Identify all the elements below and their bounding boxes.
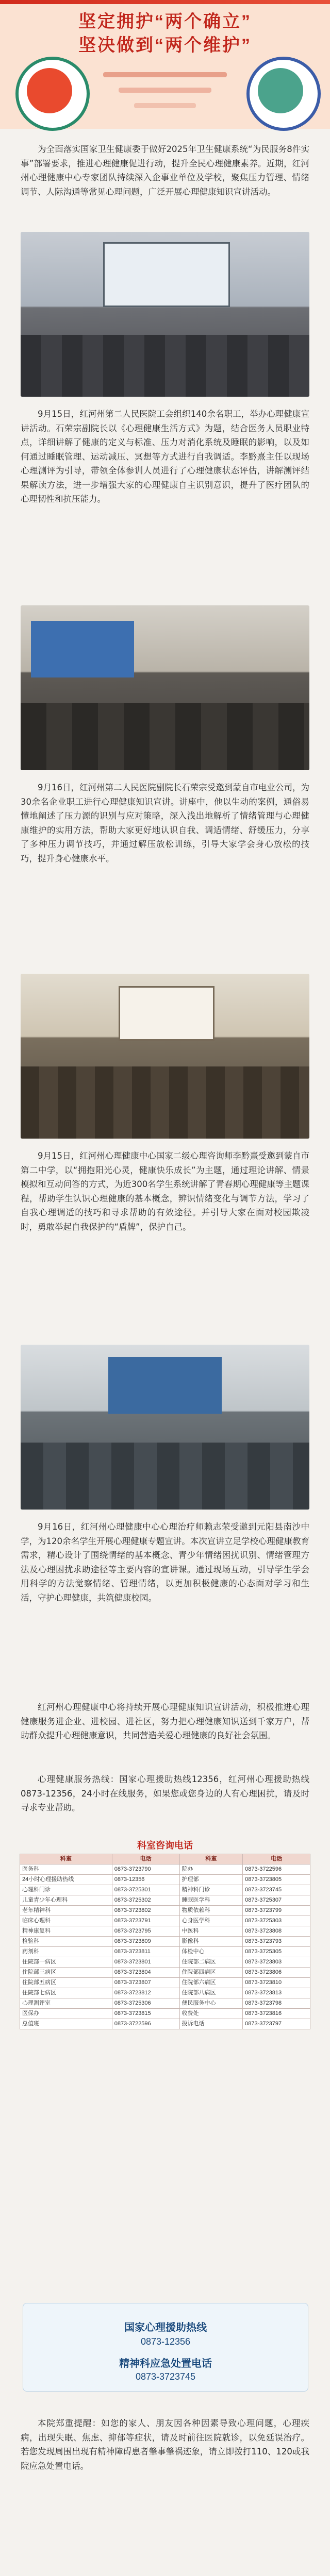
department-name-cell: 医务科 — [20, 1865, 112, 1875]
table-row — [20, 1875, 310, 1885]
article-paragraph-7: 心理健康服务热线：国家心理援助热线12356，红河州心理援助热线0873-12356，24小时在线服务，如果您或您身边的人有心理困扰，请及时寻求专业帮助。 — [21, 1774, 309, 1812]
department-name-cell: 检验科 — [20, 1937, 112, 1947]
phone-cell[interactable]: 0873-3723811 — [112, 1947, 179, 1957]
article-paragraph-3: 9月16日，红河州第二人民医院副院长石荣宗受邀到蒙自市电业公司，为30余名企业职工进行心理健康知识宣讲。讲座中，他以生动的案例，通俗易懂地阐述了压力源的识别与应对策略，深入浅出地解析了情绪管理与心理健康维护的实用方法，帮助大家更好地认识自我、调适情绪、舒缓压力，分享了多种压力调节技巧，并通过解压放松训练，引导大家学会身心放松的技巧，提升身心健康水平。 — [21, 783, 309, 863]
table-row — [20, 1906, 310, 1916]
department-name-cell: 睡眠医学科 — [179, 1895, 243, 1906]
department-name-cell: 影像科 — [179, 1937, 243, 1947]
table-header-cell: 电话 — [112, 1854, 179, 1865]
department-name-cell: 医保办 — [20, 2009, 112, 2019]
table-row — [20, 1968, 310, 1978]
phone-cell[interactable]: 0873-3723802 — [112, 1906, 179, 1916]
department-name-cell: 24小时心理援助热线 — [20, 1875, 112, 1885]
photo-power-company-lecture — [21, 605, 309, 770]
department-name-cell: 老年精神科 — [20, 1906, 112, 1916]
table-header-cell: 电话 — [243, 1854, 310, 1865]
banner-title-2: 坚决做到“两个维护” — [78, 36, 252, 55]
phone-cell[interactable]: 0873-3723799 — [243, 1906, 310, 1916]
phone-cell[interactable]: 0873-3723805 — [243, 1875, 310, 1885]
table-row — [20, 1957, 310, 1968]
table-row — [20, 1978, 310, 1988]
phone-cell[interactable]: 0873-3723809 — [112, 1937, 179, 1947]
department-name-cell: 住院部二病区 — [179, 1957, 243, 1968]
phone-cell[interactable]: 0873-3723745 — [243, 1885, 310, 1895]
article-paragraph-5: 9月16日，红河州心理健康中心心理治疗师赖志荣受邀到元阳县南沙中学，为120余名学生开展心理健康专题宣讲。本次宣讲立足学校心理健康教育需求，精心设计了围绕情绪的基本概念、青少年情绪困扰识别、情绪管理方法及心理困扰求助途径等主要内容的宣讲课。通过现场互动，引导学生学会用科学的方法觉察情绪、管理情绪，以更加积极健康的心态面对学习和生活，守护心理健康，共筑健康校园。 — [21, 1522, 309, 1603]
phone-cell[interactable]: 0873-3723801 — [112, 1957, 179, 1968]
phone-cell[interactable]: 0873-3723797 — [243, 2019, 310, 2029]
hospital-logo-right — [246, 57, 321, 131]
table-row — [20, 1926, 310, 1937]
phone-cell[interactable]: 0873-3723803 — [243, 1957, 310, 1968]
phone-cell[interactable]: 0873-3723804 — [112, 1968, 179, 1978]
department-name-cell: 中医科 — [179, 1926, 243, 1937]
phone-cell[interactable]: 0873-3723816 — [243, 2009, 310, 2019]
phone-cell[interactable]: 0873-3723793 — [243, 1937, 310, 1947]
table-row — [20, 1865, 310, 1875]
hotline-national-label: 国家心理援助热线 — [124, 2322, 207, 2333]
photo-nansha-school-lecture — [21, 1345, 309, 1510]
department-name-cell: 精神科门诊 — [179, 1885, 243, 1895]
phone-cell[interactable]: 0873-3725305 — [243, 1947, 310, 1957]
phone-cell[interactable]: 0873-3723806 — [243, 1968, 310, 1978]
department-name-cell: 物质依赖科 — [179, 1906, 243, 1916]
department-name-cell: 收费处 — [179, 2009, 243, 2019]
phone-cell[interactable]: 0873-3723813 — [243, 1988, 310, 1998]
banner-title-1: 坚定拥护“两个确立” — [78, 12, 252, 31]
header-banner — [0, 0, 330, 129]
banner-decoration — [93, 62, 237, 118]
department-name-cell: 便民服务中心 — [179, 1998, 243, 2009]
department-name-cell: 住院部五病区 — [20, 1978, 112, 1988]
phone-cell[interactable]: 0873-3723791 — [112, 1916, 179, 1926]
table-row — [20, 1988, 310, 1998]
table-row — [20, 2009, 310, 2019]
table-header-cell: 科室 — [20, 1854, 112, 1865]
phone-cell[interactable]: 0873-3725302 — [112, 1895, 179, 1906]
phone-cell[interactable]: 0873-3725307 — [243, 1895, 310, 1906]
hotline-card — [23, 2303, 308, 2392]
table-header-cell: 科室 — [179, 1854, 243, 1865]
article-paragraph-4: 9月15日，红河州心理健康中心国家二级心理咨询师李黔熹受邀到蒙自市第二中学，以“拥抱阳光心灵，健康快乐成长”为主题，通过理论讲解、情景模拟和互动问答的方式，为近300名学生系统讲解了青春期心理健康等主题课程，帮助学生认识心理健康的基本概念，辨识情绪变化与调节方法，学习了自我心理调适的技巧和寻求帮助的有效途径。并引导大家在面对校园欺凌时，勇敢举起自我保护的“盾牌”，保护自己。 — [21, 1151, 309, 1232]
table-row — [20, 1998, 310, 2009]
contact-table-title: 科室咨询电话 — [137, 1840, 193, 1851]
phone-cell[interactable]: 0873-3725306 — [112, 1998, 179, 2009]
hotline-emergency-number[interactable]: 0873-3723745 — [135, 2371, 196, 2382]
phone-cell[interactable]: 0873-3723790 — [112, 1865, 179, 1875]
department-name-cell: 药剂科 — [20, 1947, 112, 1957]
department-name-cell: 住院部八病区 — [179, 1988, 243, 1998]
table-header-row — [20, 1854, 310, 1865]
table-row — [20, 1916, 310, 1926]
photo-hospital-lecture — [21, 232, 309, 397]
phone-cell[interactable]: 0873-3722596 — [112, 2019, 179, 2029]
table-row — [20, 1895, 310, 1906]
phone-cell[interactable]: 0873-3722596 — [243, 1865, 310, 1875]
department-name-cell: 投诉电话 — [179, 2019, 243, 2029]
department-name-cell: 心理科门诊 — [20, 1885, 112, 1895]
article-paragraph-6: 红河州心理健康中心将持续开展心理健康知识宣讲活动，积极推进心理健康服务进企业、进校园、进社区，努力把心理健康知识送到千家万户，帮助群众提升心理健康意识，共同营造关爱心理健康的良好社会氛围。 — [21, 1702, 309, 1740]
department-name-cell: 住院部四病区 — [179, 1968, 243, 1978]
hotline-emergency-label: 精神科应急处置电话 — [119, 2358, 212, 2369]
phone-cell[interactable]: 0873-3723807 — [112, 1978, 179, 1988]
department-name-cell: 心身医学科 — [179, 1916, 243, 1926]
hotline-national-number[interactable]: 0873-12356 — [140, 2336, 191, 2347]
phone-cell[interactable]: 0873-12356 — [112, 1875, 179, 1885]
department-name-cell: 住院部三病区 — [20, 1968, 112, 1978]
article-paragraph-2: 9月15日，红河州第二人民医院工会组织140余名职工，举办心理健康宣讲活动。石荣宗副院长以《心理健康生活方式》为题，结合医务人员职业特点，详细讲解了健康的定义与标准、压力对消化系统及睡眠的影响，以及如何通过睡眠管理、运动减压、冥想等方式进行自我调适。李黔熹主任以现场心理测评为引导，带领全体参训人员进行了心理健康状态评估，讲解测评结果解读方法，进一步增强大家的心理健康自主识别意识，提升了医疗团队的心理韧性和抗压能力。 — [21, 409, 309, 504]
department-name-cell: 护理部 — [179, 1875, 243, 1885]
department-name-cell: 体检中心 — [179, 1947, 243, 1957]
department-name-cell: 住院部六病区 — [179, 1978, 243, 1988]
table-row — [20, 1937, 310, 1947]
table-row — [20, 1885, 310, 1895]
hospital-logo-left — [15, 57, 90, 131]
table-row — [20, 1947, 310, 1957]
phone-cell[interactable]: 0873-3723808 — [243, 1926, 310, 1937]
department-name-cell: 住院部一病区 — [20, 1957, 112, 1968]
contact-table — [20, 1854, 310, 2029]
department-name-cell: 院办 — [179, 1865, 243, 1875]
notice-paragraph: 本院郑重提醒：如您的家人、朋友因各种因素导致心理问题，心理疾病，出现失眠、焦虑、抑郁等症状，请及时前往医院就诊，以免延误治疗。若您发现周围出现有精神障碍患者肇事肇祸迹象，请立即拨打110、120或我院应急处置电话。 — [21, 2418, 309, 2471]
phone-cell[interactable]: 0873-3725303 — [243, 1916, 310, 1926]
phone-cell[interactable]: 0873-3723812 — [112, 1988, 179, 1998]
department-name-cell: 临床心理科 — [20, 1916, 112, 1926]
photo-middle-school-lecture — [21, 974, 309, 1139]
phone-cell[interactable]: 0873-3725301 — [112, 1885, 179, 1895]
phone-cell[interactable]: 0873-3723810 — [243, 1978, 310, 1988]
department-name-cell: 心理测评室 — [20, 1998, 112, 2009]
phone-cell[interactable]: 0873-3723798 — [243, 1998, 310, 2009]
phone-cell[interactable]: 0873-3723815 — [112, 2009, 179, 2019]
department-name-cell: 儿童青少年心理科 — [20, 1895, 112, 1906]
banner-top-stripe — [0, 0, 330, 4]
department-name-cell: 住院部七病区 — [20, 1988, 112, 1998]
table-row — [20, 2019, 310, 2029]
phone-cell[interactable]: 0873-3723795 — [112, 1926, 179, 1937]
department-name-cell: 精神康复科 — [20, 1926, 112, 1937]
article-paragraph-1: 为全面落实国家卫生健康委于做好2025年卫生健康系统“为民服务8件实事”部署要求，推进心理健康促进行动，提升全民心理健康素养。近期，红河州心理健康中心专家团队持续深入企事业单位及学校，聚焦压力管理、情绪调节、人际沟通等常见心理问题，广泛开展心理健康知识宣讲活动。 — [21, 144, 309, 197]
department-name-cell: 总值班 — [20, 2019, 112, 2029]
